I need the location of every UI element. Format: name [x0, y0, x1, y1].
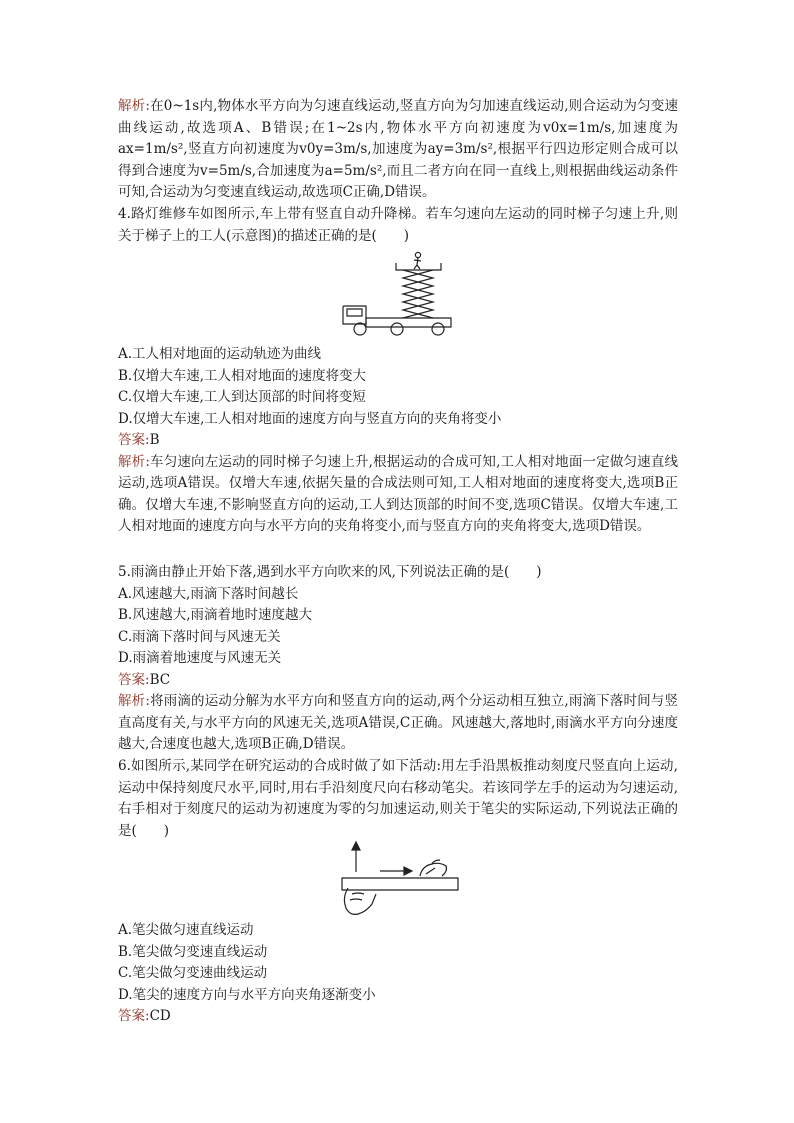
q5-analysis: 将雨滴的运动分解为水平方向和竖直方向的运动,两个分运动相互独立,雨滴下落时间与竖直高度有关,与水平方向的风速无关,选项A错误,C正确。风速越大,落地时,雨滴水平方向分速度越大,合速度也越大,选项B正确,D错误。: [118, 693, 678, 752]
q6-option-d: D.笔尖的速度方向与水平方向夹角逐渐变小: [118, 986, 376, 1003]
question-6-options: [118, 920, 678, 1028]
analysis-text: 在0~1s内,物体水平方向为匀速直线运动,竖直方向为匀加速直线运动,则合运动为匀变速曲线运动,故选项A、B错误;在1~2s内,物体水平方向初速度为v0x=1m/s,加速度为ax=1m/s²,竖直方向初速度为v0y=3m/s,加速度为ay=3m/s²,根据平行四边形定则合成可以得到合速度为v=5m/s,合加速度为a=5m/s²,而且二者方向在同一直线上,则根据曲线运动条件可知,合运动为匀变速直线运动,故选项C正确,D错误。: [118, 98, 678, 200]
front-wheel: [354, 323, 366, 335]
q5-stem: 5.雨滴由静止开始下落,遇到水平方向吹来的风,下列说法正确的是( ): [118, 564, 542, 580]
upward-arrowhead: [352, 842, 360, 850]
q5-option-d: D.雨滴着地速度与风速无关: [118, 650, 282, 666]
rightward-arrowhead: [404, 867, 412, 875]
worker-head: [415, 252, 420, 257]
q5-analysis-label: 解析:: [118, 693, 150, 709]
q4-option-c: C.仅增大车速,工人到达顶部的时间将变短: [118, 389, 366, 405]
rear-wheel: [432, 323, 444, 335]
q6-answer: CD: [149, 1008, 171, 1024]
q5-option-c: C.雨滴下落时间与风速无关: [118, 628, 281, 645]
q4-analysis: 车匀速向左运动的同时梯子匀速上升,根据运动的合成可知,工人相对地面一定做匀速直线运动,选项A错误。仅增大车速,依据矢量的合成法则可知,工人相对地面的速度将变大,选项B正确。仅增大车速,不影响竖直方向的运动,工人到达顶部的时间不变,选项C错误。仅增大车速,工人相对地面的速度方向与水平方向的夹角将变小,而与竖直方向的夹角将变大,选项D错误。: [118, 453, 678, 534]
q4-option-a: A.工人相对地面的运动轨迹为曲线: [118, 346, 322, 362]
q4-option-d: D.仅增大车速,工人相对地面的速度方向与竖直方向的夹角将变小: [118, 410, 502, 427]
q4-option-b: B.仅增大车速,工人相对地面的速度将变大: [118, 367, 367, 384]
q6-option-b: B.笔尖做匀变速直线运动: [118, 943, 268, 960]
q5-answer-label: 答案:: [118, 671, 150, 688]
q5-option-a: A.风速越大,雨滴下落时间越长: [118, 585, 299, 602]
q6-answer-label: 答案:: [118, 1008, 150, 1024]
repair-truck-figure: [338, 248, 458, 340]
question-5: [118, 562, 678, 756]
right-hand: [420, 860, 447, 876]
question-6-stem: 6.如图所示,某同学在研究运动的合成时做了如下活动:用左手沿黑板推动刻度尺竖直向上运动,运动中保持刻度尺水平,同时,用右手沿刻度尺向右移动笔尖。若该同学左手的运动为匀速运动,右手相对于刻度尺的运动为初速度为零的匀加速运动,则关于笔尖的实际运动,下列说法正确的是( ): [118, 758, 678, 839]
q5-answer: BC: [149, 671, 171, 688]
analysis-label: 解析:: [118, 98, 150, 114]
scissor-lift: [403, 270, 433, 318]
left-hand: [344, 888, 376, 914]
question-4-options: [118, 344, 678, 538]
q3-analysis: [118, 96, 678, 204]
q4-answer: B: [149, 432, 160, 448]
ruler: [342, 878, 458, 890]
worker-body: [414, 258, 421, 269]
cab-window: [347, 309, 362, 316]
middle-wheel: [391, 323, 403, 335]
q6-option-a: A.笔尖做匀速直线运动: [118, 922, 254, 938]
ruler-pen-figure: [336, 838, 464, 918]
question-4-stem: 4.路灯维修车如图所示,车上带有竖直自动升降梯。若车匀速向左运动的同时梯子匀速上升,则关于梯子上的工人(示意图)的描述正确的是( ): [118, 206, 678, 244]
q5-option-b: B.风速越大,雨滴着地时速度越大: [118, 607, 313, 623]
q6-option-c: C.笔尖做匀变速曲线运动: [118, 965, 268, 981]
q4-analysis-label: 解析:: [118, 453, 150, 470]
q4-answer-label: 答案:: [118, 432, 150, 448]
